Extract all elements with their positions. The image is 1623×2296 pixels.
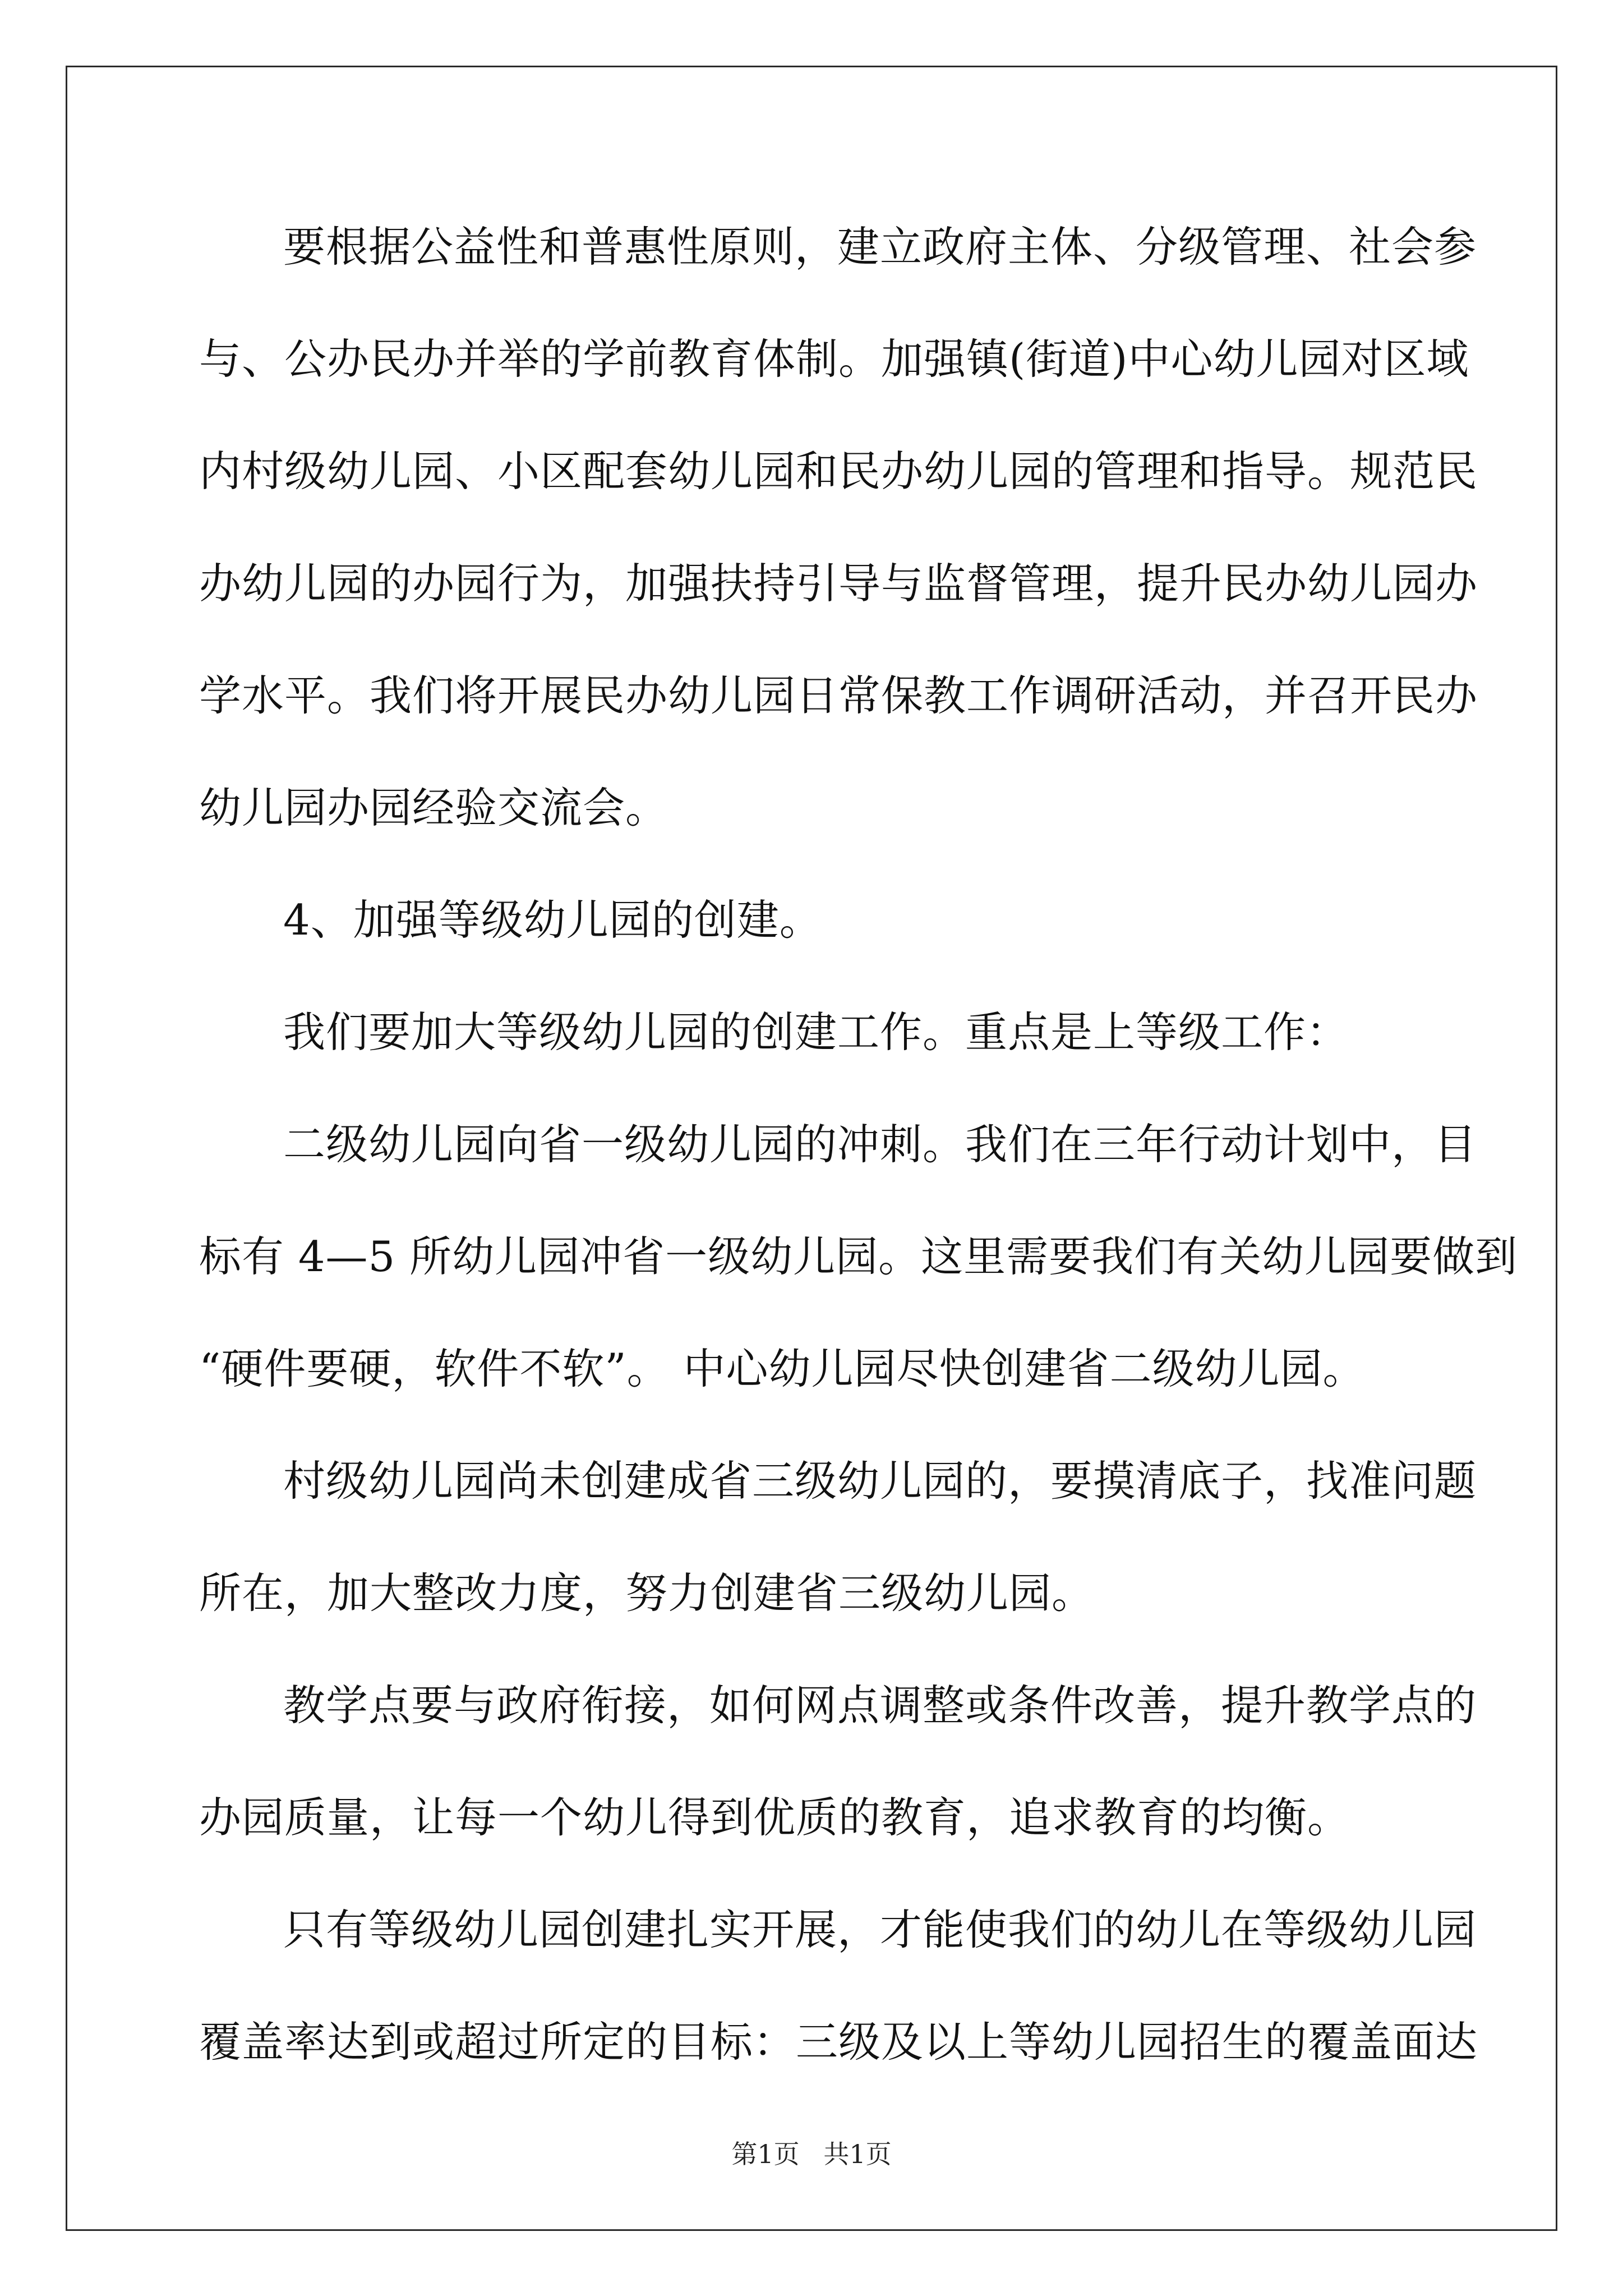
page-footer (0, 2137, 1623, 2171)
paragraph-line: 学水平。我们将开展民办幼儿园日常保教工作调研活动，并召开民办 (199, 671, 1478, 720)
page-number: 第1页 (731, 2139, 800, 2169)
paragraph-line: 标有 4—5 所幼儿园冲省一级幼儿园。这里需要我们有关幼儿园要做到 (199, 1232, 1518, 1281)
paragraph-line: 村级幼儿园尚未创建成省三级幼儿园的，要摸清底子，找准问题 (283, 1456, 1477, 1506)
paragraph-line: 二级幼儿园向省一级幼儿园的冲刺。我们在三年行动计划中，目 (283, 1120, 1477, 1169)
paragraph-line: 内村级幼儿园、小区配套幼儿园和民办幼儿园的管理和指导。规范民 (199, 447, 1478, 496)
page-total: 共1页 (823, 2139, 892, 2169)
paragraph-line: 办园质量，让每一个幼儿得到优质的教育，追求教育的均衡。 (199, 1793, 1350, 1842)
paragraph-line: 我们要加大等级幼儿园的创建工作。重点是上等级工作： (283, 1007, 1349, 1057)
paragraph-line: 只有等级幼儿园创建扎实开展，才能使我们的幼儿在等级幼儿园 (283, 1905, 1477, 1954)
paragraph-line: 与、公办民办并举的学前教育体制。加强镇(街道)中心幼儿园对区域 (199, 334, 1469, 384)
paragraph-line: 要根据公益性和普惠性原则，建立政府主体、分级管理、社会参 (283, 222, 1477, 272)
paragraph-line: 所在，加大整改力度，努力创建省三级幼儿园。 (199, 1568, 1095, 1618)
paragraph-line: “硬件要硬，软件不软”。 中心幼儿园尽快创建省二级幼儿园。 (199, 1344, 1366, 1393)
paragraph-line: 教学点要与政府衔接，如何网点调整或条件改善，提升教学点的 (283, 1681, 1477, 1730)
paragraph-line: 办幼儿园的办园行为，加强扶持引导与监督管理，提升民办幼儿园办 (199, 559, 1478, 608)
paragraph-line: 覆盖率达到或超过所定的目标：三级及以上等幼儿园招生的覆盖面达 (199, 2017, 1478, 2067)
section-heading: 4、加强等级幼儿园的创建。 (283, 895, 822, 945)
paragraph-line: 幼儿园办园经验交流会。 (199, 783, 668, 832)
